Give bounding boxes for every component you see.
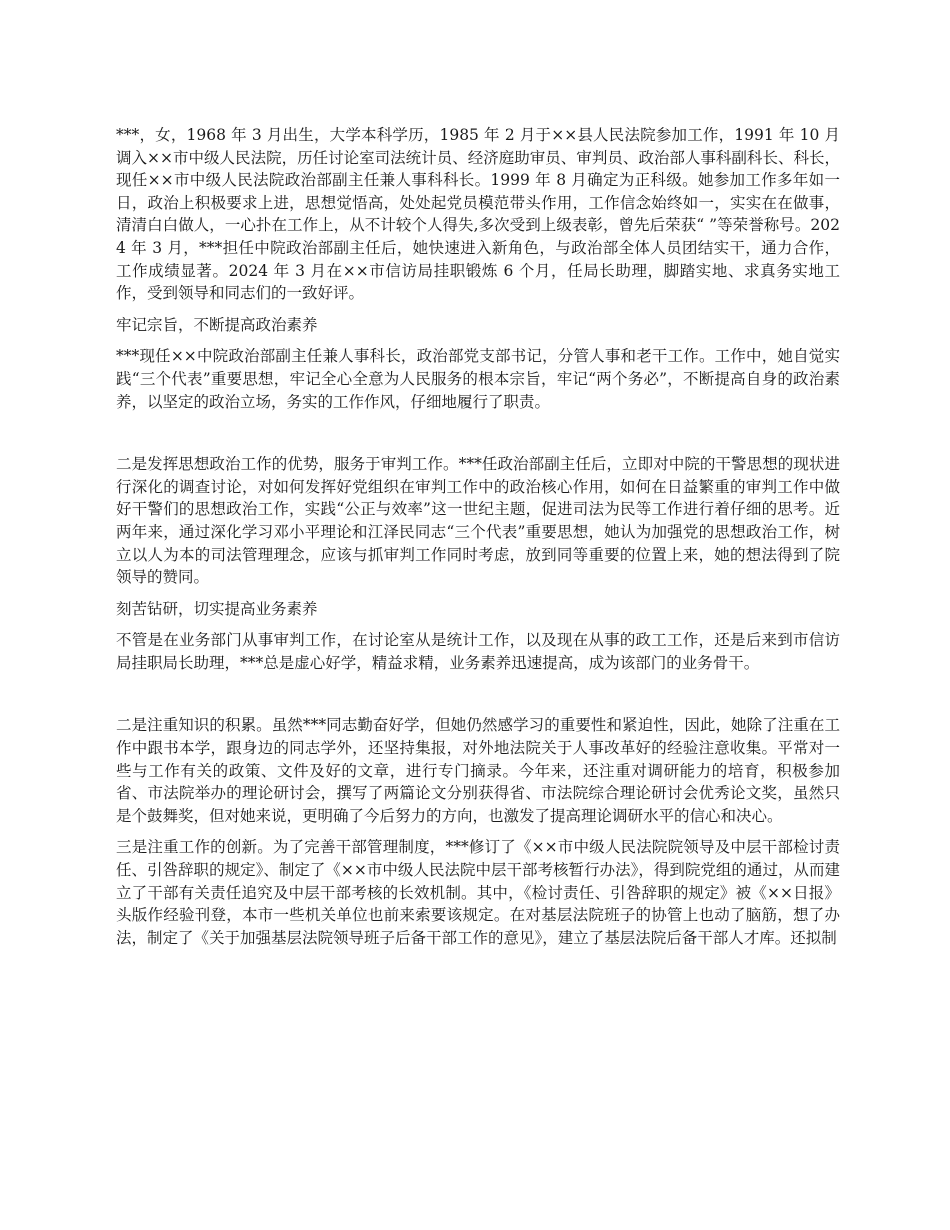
paragraph-innovation: 三是注重工作的创新。为了完善干部管理制度，***修订了《××市中级人民法院院领导及中层干部检讨责任、引咎辞职的规定》、制定了《××市中级人民法院中层干部考核暂行办法》，得到院党组的通过，从而建立了干部有关责任追究及中层干部考核的长效机制。其中，《检讨责任、引咎辞职的规定》被《××日报》头版作经验刊登，本市一些机关单位也前来索要该规定。在对基层法院班子的协管上也动了脑筋，想了办法，制定了《关于加强基层法院领导班子后备干部工作的意见》，建立了基层法院后备干部人才库。还拟制 bbox=[116, 838, 840, 947]
paragraph-political: ***现任××中院政治部副主任兼人事科长，政治部党支部书记，分管人事和老干工作。工作中，她自觉实践“三个代表”重要思想，牢记全心全意为人民服务的根本宗旨，牢记“两个务必”，不断提高自身的政治素养，以坚定的政治立场，务实的工作作风，仔细地履行了职责。 bbox=[116, 347, 840, 411]
paragraph-ideological-work: 二是发挥思想政治工作的优势，服务于审判工作。***任政治部副主任后，立即对中院的干警思想的现状进行深化的调查讨论，对如何发挥好党组织在审判工作中的政治核心作用，如何在日益繁重的审判工作中做好干警们的思想政治工作，实践“公正与效率”这一世纪主题，促进司法为民等工作进行着仔细的思考。近两年来，通过深化学习邓小平理论和江泽民同志“三个代表”重要思想，她认为加强党的思想政治工作，树立以人为本的司法管理理念，应该与抓审判工作同时考虑，放到同等重要的位置上来，她的想法得到了院领导的赞同。 bbox=[116, 455, 840, 587]
paragraph-knowledge: 二是注重知识的积累。虽然***同志勤奋好学，但她仍然感学习的重要性和紧迫性，因此，她除了注重在工作中跟书本学，跟身边的同志学外，还坚持集报，对外地法院关于人事改革好的经验注意收集。平常对一些与工作有关的政策、文件及好的文章，进行专门摘录。今年来，还注重对调研能力的培育，积极参加省、市法院举办的理论研讨会，撰写了两篇论文分别获得省、市法院综合理论研讨会优秀论文奖，虽然只是个鼓舞奖，但对她来说，更明确了今后努力的方向，也激发了提高理论调研水平的信心和决心。 bbox=[116, 716, 840, 825]
paragraph-professional: 不管是在业务部门从事审判工作，在讨论室从是统计工作，以及现在从事的政工工作，还是后来到市信访局挂职局长助理，***总是虚心好学，精益求精，业务素养迅速提高，成为该部门的业务骨干。 bbox=[116, 631, 840, 672]
document-body bbox=[116, 124, 840, 949]
section-heading-professional: 刻苦钻研，切实提高业务素养 bbox=[116, 599, 318, 618]
section-heading-political: 牢记宗旨，不断提高政治素养 bbox=[116, 315, 318, 334]
paragraph-profile: ***，女，1968 年 3 月出生，大学本科学历，1985 年 2 月于××县人民法院参加工作，1991 年 10 月调入××市中级人民法院，历任讨论室司法统计员、经济庭助审员、审判员、政治部人事科副科长、科长，现任××市中级人民法院政治部副主任兼人事科科长。1999 年 8 月确定为正科级。她参加工作多年如一日，政治上积极要求上进，思想觉悟高，处处起党员模范带头作用，工作信念始终如一，实实在在做事，清清白白做人，一心扑在工作上，从不计较个人得失,多次受到上级表彰，曾先后荣获“ ”等荣誉称号。2024 年 3 月，***担任中院政治部副主任后，她快速进入新角色，与政治部全体人员团结实干，通力合作，工作成绩显著。2024 年 3 月在××市信访局挂职锻炼 6 个月，任局长助理，脚踏实地、求真务实地工作，受到领导和同志们的一致好评。 bbox=[116, 126, 840, 303]
